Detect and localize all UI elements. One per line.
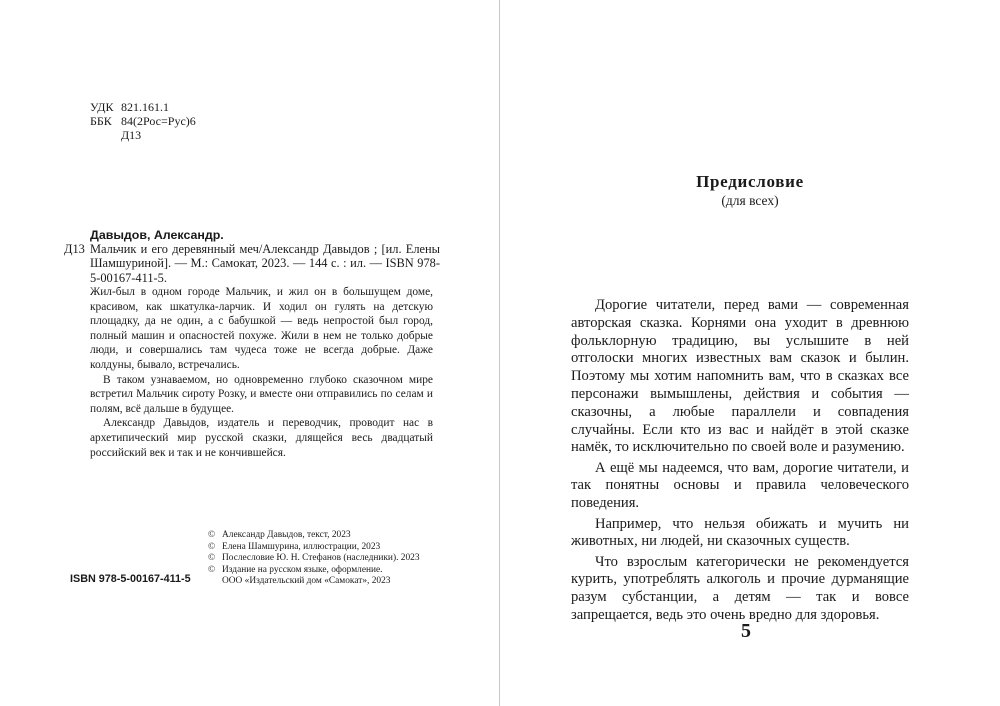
copyright-symbol: © bbox=[208, 530, 216, 540]
isbn: ISBN 978-5-00167-411-5 bbox=[70, 573, 191, 585]
copyright-symbol-spacer bbox=[208, 576, 222, 588]
bibliographic-record bbox=[64, 228, 440, 285]
record-author: Давыдов, Александр. bbox=[90, 228, 224, 242]
copyright-text: Послесловие Ю. Н. Стефанов (наследники). 2023 bbox=[222, 553, 420, 564]
classification-label bbox=[90, 128, 121, 142]
annotation-paragraph: Александр Давыдов, издатель и переводчик, проводит нас в архетипический мир русской сказки, длящейся весь двадцатый российский век и так и не кончившейся. bbox=[90, 417, 433, 459]
classification-value: Д13 bbox=[121, 128, 142, 142]
copyright-symbol: © bbox=[208, 541, 216, 552]
copyright-text: Елена Шамшурина, иллюстрации, 2023 bbox=[222, 541, 381, 552]
classification-label: УДК bbox=[90, 100, 114, 114]
preface-text bbox=[571, 297, 909, 627]
classification-value: 821.161.1 bbox=[121, 100, 169, 114]
copyright-symbol: © bbox=[208, 564, 216, 575]
classification-value: 84(2Рос=Рус)6 bbox=[121, 114, 196, 128]
page-number: 5 bbox=[741, 620, 751, 642]
preface-paragraph: Что взрослым категорически не рекомендуется курить, употреблять алкоголь и прочие дурманящие разум субстанции, а детям — так и вовсе запрещается, ведь это очень вредно для здоровья. bbox=[571, 553, 909, 624]
record-body bbox=[64, 242, 440, 285]
annotation-paragraph: В таком узнаваемом, но одновременно глубоко сказочном мире встретил Мальчик сироту Розку, и вместе они отправились по селам и полям, всё дальше в будущее. bbox=[90, 373, 433, 415]
preface-paragraph: А ещё мы надеемся, что вам, дорогие читатели, и так понятны основы и правила человеческого поведения. bbox=[571, 459, 909, 512]
classification-label: ББК bbox=[90, 114, 112, 128]
copyright-text: Александр Давыдов, текст, 2023 bbox=[222, 530, 351, 540]
copyright-line bbox=[208, 565, 420, 577]
page-gutter bbox=[499, 0, 500, 706]
preface-heading bbox=[600, 172, 900, 210]
copyright-symbol: © bbox=[208, 553, 216, 564]
classification-udk bbox=[90, 100, 196, 114]
copyright-text: ООО «Издательский дом «Самокат», 2023 bbox=[222, 576, 391, 587]
copyright-line bbox=[208, 553, 420, 565]
record-description: Мальчик и его деревянный меч/Александр Давыдов ; [ил. Елены Шамшуриной]. — М.: Самокат, 2023. — 144 с. : ил. — ISBN 978-5-00167-411-5. bbox=[90, 242, 440, 285]
copyright-block bbox=[208, 530, 420, 588]
preface-title: Предисловие bbox=[696, 172, 804, 191]
preface-paragraph: Дорогие читатели, перед вами — современная авторская сказка. Корнями она уходит в древнюю фольклорную традицию, вы услышите в ней отголоски многих известных вам сказок и былин. Поэтому мы хотим напомнить вам, что в сказках все персонажи вымышлены, действия и события — сказочны, а любые параллели и совпадения случайны. Если кто из вас и найдёт в этой сказке намёк, то исключительно по своей воле и разумению. bbox=[571, 297, 909, 456]
classification-author-sign bbox=[90, 128, 196, 142]
copyright-text: Издание на русском языке, оформление. bbox=[222, 564, 383, 575]
classification-bbk bbox=[90, 114, 196, 128]
copyright-line bbox=[208, 530, 420, 542]
preface-subtitle: (для всех) bbox=[721, 193, 779, 208]
preface-paragraph: Например, что нельзя обижать и мучить ни животных, ни людей, ни сказочных существ. bbox=[571, 515, 909, 550]
annotation bbox=[90, 285, 433, 460]
record-code: Д13 bbox=[64, 242, 85, 257]
copyright-line bbox=[208, 576, 420, 588]
classification-block bbox=[90, 100, 196, 142]
annotation-paragraph: Жил-был в одном городе Мальчик, и жил он в большущем доме, красивом, как шкатулка-ларчик. И ходил он гулять на детскую площадку, да не один, а с бабушкой — ведь непростой был город, полный машин и опасностей похуже. Жили в нем не только добрые люди, и совершались там чудеса тоже не всегда добрые. Даже колдуны, бывало, встречались. bbox=[90, 286, 433, 371]
copyright-line bbox=[208, 542, 420, 554]
